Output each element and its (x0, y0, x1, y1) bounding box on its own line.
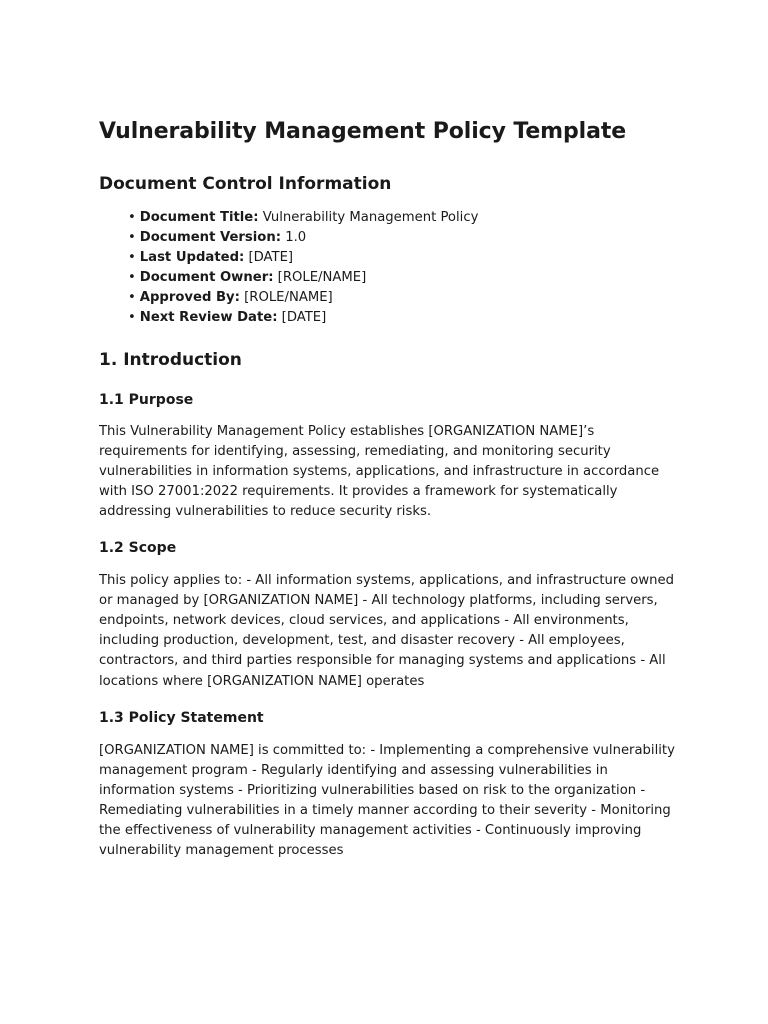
list-item-label: Approved By: (139, 290, 240, 306)
introduction-heading: 1. Introduction (99, 349, 242, 370)
bullet-icon: • (128, 230, 136, 246)
scope-heading: 1.2 Scope (99, 540, 177, 557)
bullet-icon: • (128, 250, 136, 266)
purpose-paragraph: This Vulnerability Management Policy establishes [ORGANIZATION NAME]’s requirements for identifying, assessing, remediating, and monitoring security vulnerabilities in information systems, applications, and infrastructure in accordance with ISO 27001:2022 requirements. It provides a framework for systematically addressing vulnerabilities to reduce security risks. (99, 423, 660, 519)
list-item-value: [DATE] (281, 310, 327, 326)
list-item-value: [DATE] (248, 250, 294, 266)
list-item-label: Document Version: (139, 230, 281, 246)
policy-statement-heading: 1.3 Policy Statement (99, 709, 264, 726)
bullet-icon: • (128, 290, 136, 306)
bullet-icon: • (128, 270, 136, 286)
document-control-heading: Document Control Information (99, 174, 392, 194)
document-title: Vulnerability Management Policy Template (99, 119, 627, 144)
list-item-value: Vulnerability Management Policy (262, 210, 479, 225)
list-item-label: Document Owner: (139, 270, 274, 286)
list-item-document-title (128, 208, 676, 228)
list-item-value: [ROLE/NAME] (277, 270, 367, 286)
list-item-last-updated (128, 248, 676, 268)
list-item-label: Last Updated: (139, 250, 245, 266)
scope-paragraph: This policy applies to: - All information systems, applications, and infrastructure owned or managed by [ORGANIZATION NAME] - All technology platforms, including servers, endpoints, network devices, cloud services, and applications - All environments, including production, development, test, and disaster recovery - All employees, contractors, and third parties responsible for managing systems and applications - All locations where [ORGANIZATION NAME] operates (99, 573, 674, 689)
list-item-value: [ROLE/NAME] (244, 290, 333, 306)
purpose-heading: 1.1 Purpose (99, 391, 194, 408)
list-item-document-version (128, 228, 676, 248)
bullet-icon: • (128, 310, 136, 326)
list-item-label: Document Title: (139, 210, 259, 225)
document-control-list (99, 208, 676, 329)
list-item-value: 1.0 (285, 230, 307, 246)
list-item-approved-by (128, 288, 676, 308)
list-item-document-owner (128, 268, 676, 288)
bullet-icon: • (128, 210, 136, 225)
list-item-label: Next Review Date: (139, 310, 278, 326)
policy-statement-paragraph: [ORGANIZATION NAME] is committed to: - Implementing a comprehensive vulnerability management program - Regularly identifying and assessing vulnerabilities in information systems - Prioritizing vulnerabilities based on risk to the organization - Remediating vulnerabilities in a timely manner according to their severity - Monitoring the effectiveness of vulnerability management activities - Continuously improving vulnerability management processes (99, 742, 675, 859)
list-item-next-review-date (128, 308, 676, 328)
